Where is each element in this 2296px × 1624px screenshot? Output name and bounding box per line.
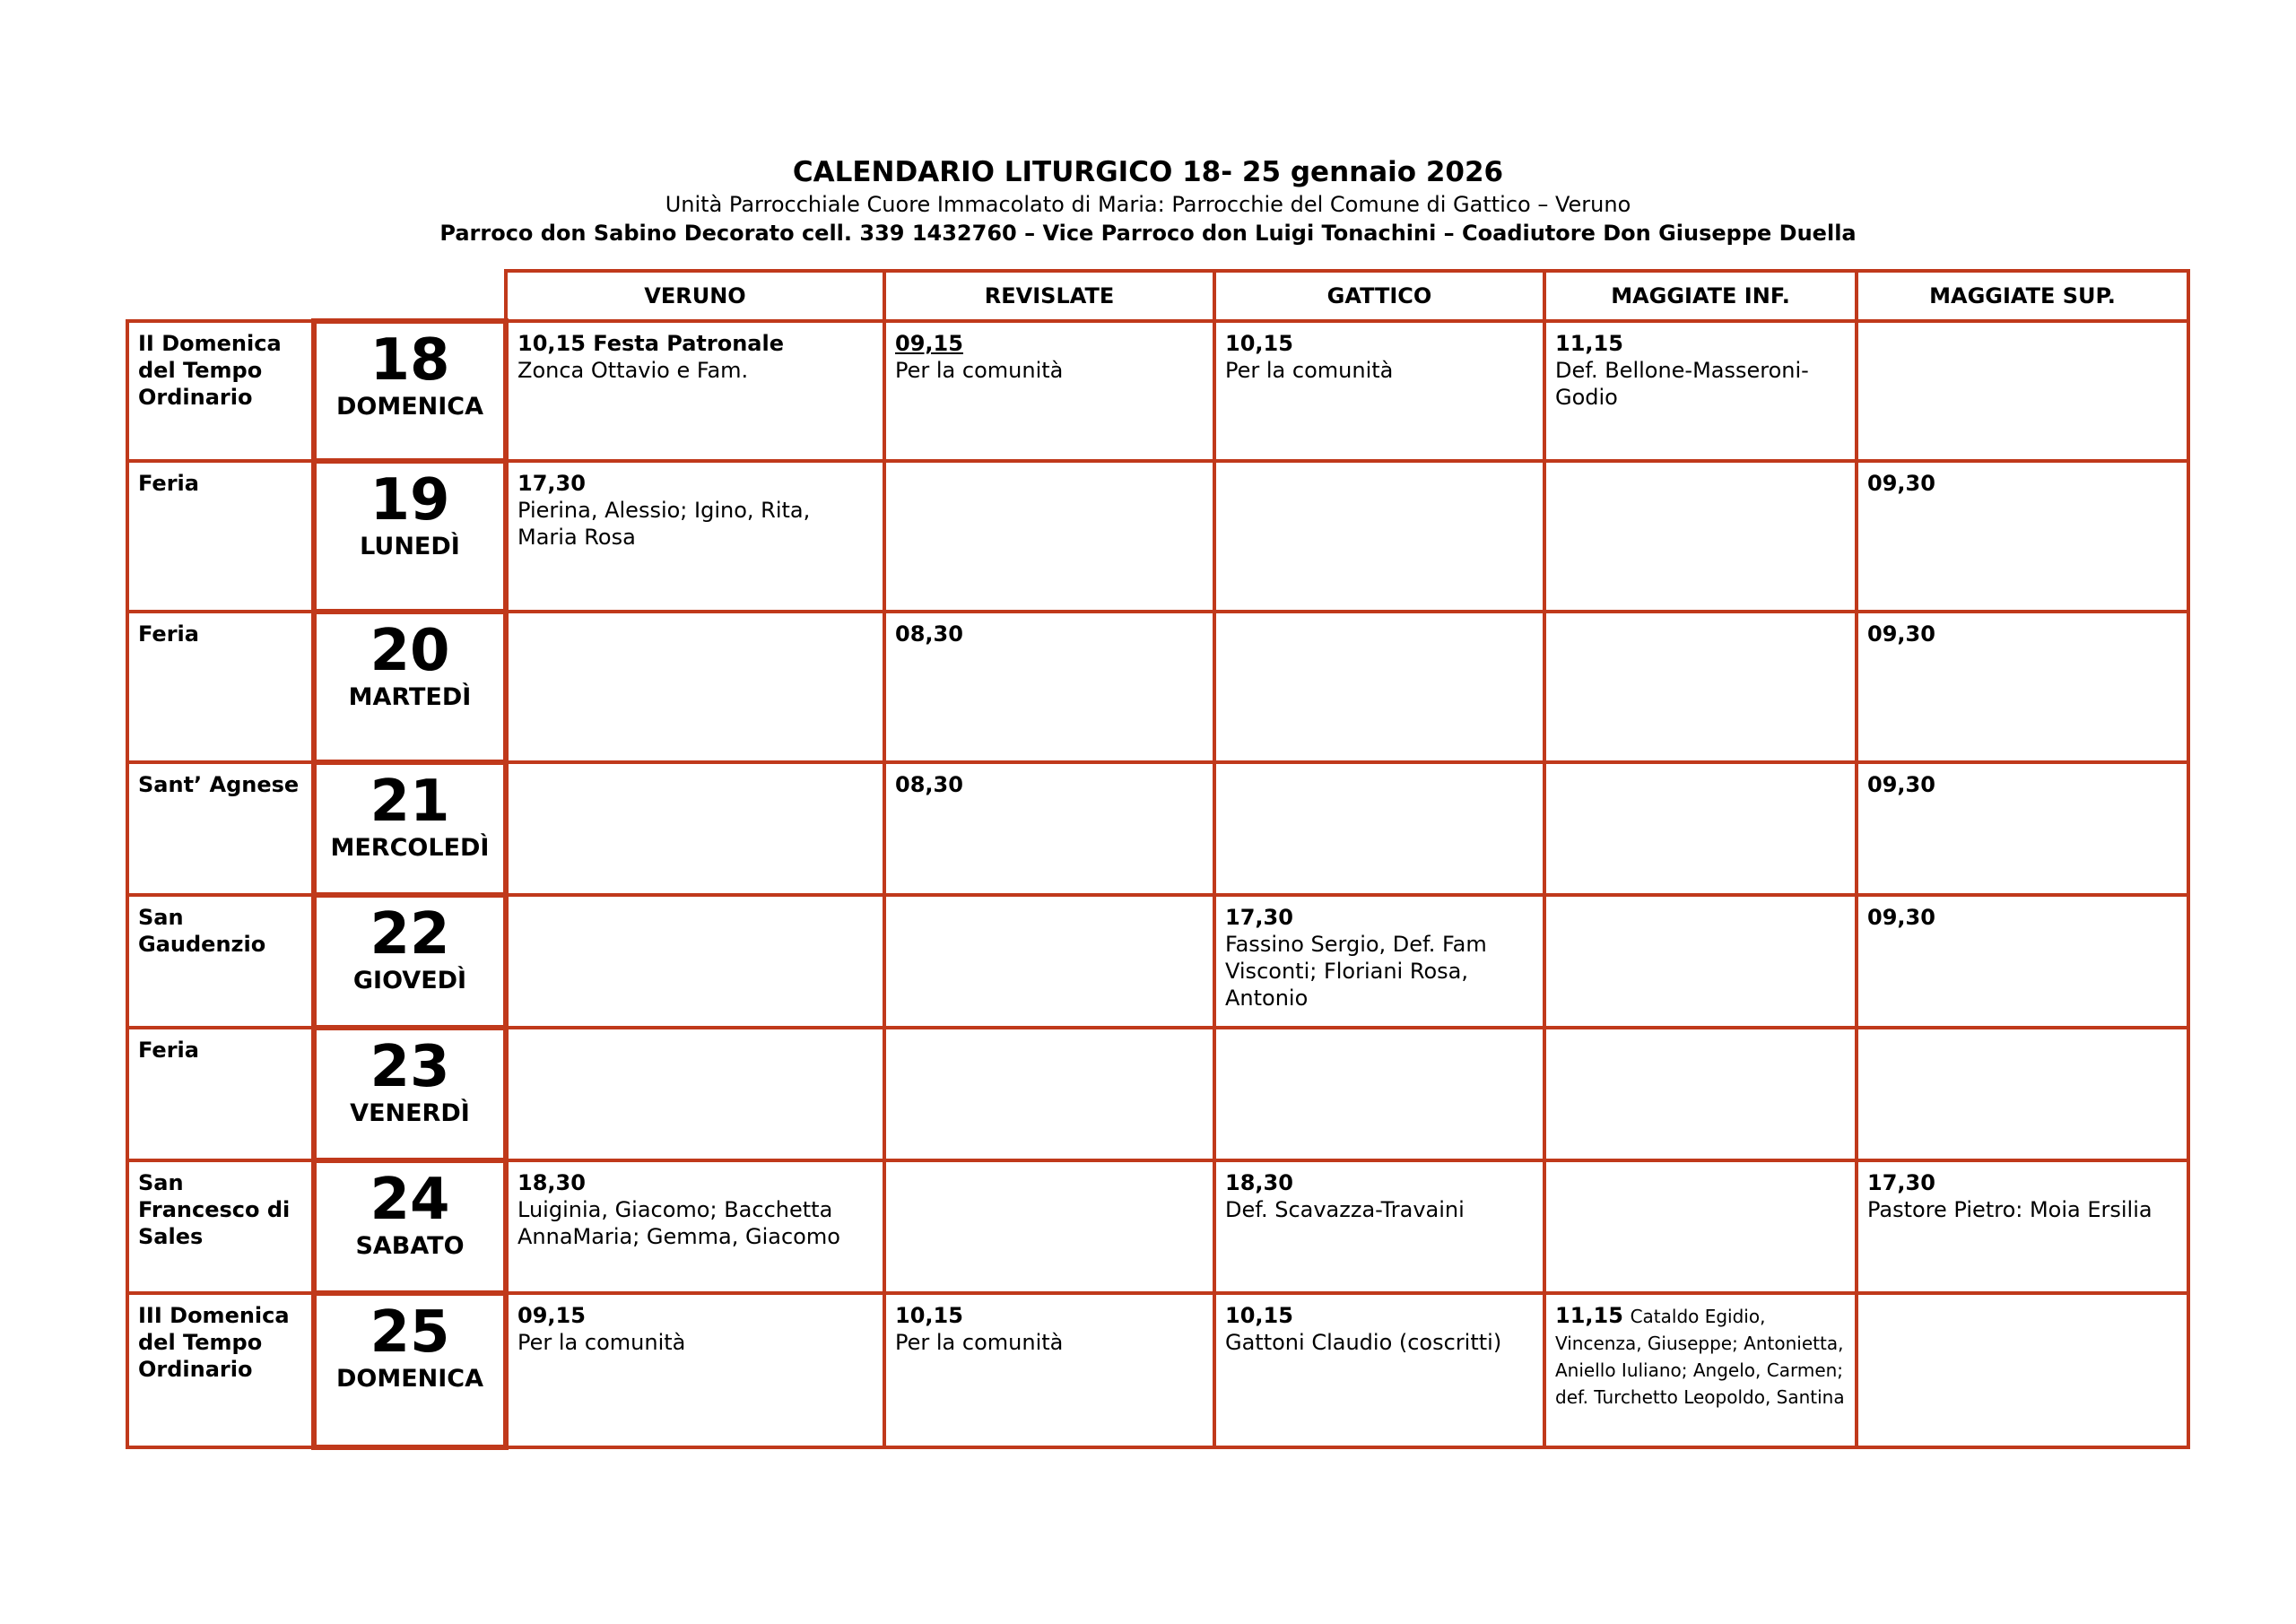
mass-intention: Per la comunità [1225, 358, 1394, 383]
mass-cell [1544, 461, 1857, 612]
feast-label: II Domenica del Tempo Ordinario [127, 321, 314, 461]
mass-time: 17,30 [517, 471, 586, 496]
mass-cell [1214, 1028, 1544, 1160]
document-header [0, 154, 2296, 248]
mass-time: 18,30 [1225, 1170, 1293, 1195]
mass-cell [884, 321, 1214, 461]
mass-time: 09,15 [895, 331, 963, 356]
table-row [127, 1293, 2188, 1447]
mass-cell [1544, 1028, 1857, 1160]
mass-cell [1214, 762, 1544, 895]
column-header-row [127, 271, 2188, 321]
parish-unit-subtitle: Unità Parrocchiale Cuore Immacolato di Maria: Parrocchie del Comune di Gattico – Veruno [665, 192, 1631, 217]
mass-time: 11,15 [1555, 331, 1623, 356]
mass-time: 10,15 [1225, 1303, 1293, 1328]
day-cell [314, 1293, 506, 1447]
mass-cell [1857, 612, 2188, 762]
mass-intention: Luiginia, Giacomo; Bacchetta AnnaMaria; Gemma, Giacomo [517, 1197, 840, 1249]
mass-cell [1544, 762, 1857, 895]
mass-cell [506, 1160, 884, 1293]
mass-cell [884, 1160, 1214, 1293]
mass-intention: Zonca Ottavio e Fam. [517, 358, 749, 383]
mass-time: 09,30 [1867, 905, 1935, 930]
mass-cell [884, 895, 1214, 1028]
feast-label: San Francesco di Sales [127, 1160, 314, 1293]
column-header-veruno: VERUNO [506, 271, 884, 321]
mass-intention: Per la comunità [517, 1330, 686, 1355]
table-row [127, 1160, 2188, 1293]
mass-time: 10,15 [1225, 331, 1293, 356]
mass-cell [1857, 762, 2188, 895]
mass-cell [506, 612, 884, 762]
day-cell [314, 321, 506, 461]
mass-cell [1214, 321, 1544, 461]
day-cell [314, 762, 506, 895]
mass-cell [1544, 895, 1857, 1028]
mass-cell [1857, 1160, 2188, 1293]
mass-cell [506, 321, 884, 461]
day-name: LUNEDÌ [360, 533, 460, 560]
feast-label: Feria [127, 612, 314, 762]
mass-time: 09,15 [517, 1303, 586, 1328]
day-cell [314, 461, 506, 612]
feast-label: San Gaudenzio [127, 895, 314, 1028]
day-name: MARTEDÌ [348, 683, 472, 711]
feast-label: III Domenica del Tempo Ordinario [127, 1293, 314, 1447]
mass-cell [506, 895, 884, 1028]
day-cell [314, 895, 506, 1028]
day-number: 19 [370, 467, 450, 534]
mass-cell [1544, 1293, 1857, 1447]
mass-time: 09,30 [1867, 772, 1935, 797]
mass-cell [506, 1028, 884, 1160]
feast-label: Feria [127, 1028, 314, 1160]
column-header-maggiate-inf: MAGGIATE INF. [1544, 271, 1857, 321]
day-cell [314, 1160, 506, 1293]
column-header-gattico: GATTICO [1214, 271, 1544, 321]
mass-time: 09,30 [1867, 621, 1935, 647]
column-header-maggiate-sup: MAGGIATE SUP. [1857, 271, 2188, 321]
mass-time: 17,30 [1225, 905, 1293, 930]
mass-cell [1857, 461, 2188, 612]
mass-intention: Pierina, Alessio; Igino, Rita, Maria Rosa [517, 498, 811, 550]
mass-intention: Def. Bellone-Masseroni-Godio [1555, 358, 1809, 410]
mass-time: 09,30 [1867, 471, 1935, 496]
mass-time: 11,15 [1555, 1303, 1623, 1328]
table-row [127, 321, 2188, 461]
day-name: DOMENICA [335, 1365, 484, 1393]
mass-time: 17,30 [1867, 1170, 1935, 1195]
mass-time: 10,15 Festa Patronale [517, 331, 784, 356]
mass-cell [506, 461, 884, 612]
mass-intention: Gattoni Claudio (coscritti) [1225, 1330, 1502, 1355]
table-row [127, 762, 2188, 895]
mass-cell [1857, 1293, 2188, 1447]
day-cell [314, 1028, 506, 1160]
table-row [127, 461, 2188, 612]
mass-cell [1857, 895, 2188, 1028]
mass-cell [1214, 1293, 1544, 1447]
feast-label: Feria [127, 461, 314, 612]
mass-time: 18,30 [517, 1170, 586, 1195]
page-title: CALENDARIO LITURGICO 18- 25 gennaio 2026 [792, 156, 1504, 188]
header-spacer [127, 271, 314, 321]
day-number: 24 [370, 1167, 450, 1233]
mass-cell [1544, 321, 1857, 461]
clergy-contacts: Parroco don Sabino Decorato cell. 339 1432760 – Vice Parroco don Luigi Tonachini – Coadiutore Don Giuseppe Duella [439, 221, 1857, 246]
table-row [127, 895, 2188, 1028]
mass-cell [506, 762, 884, 895]
mass-cell [1214, 1160, 1544, 1293]
mass-cell [1214, 461, 1544, 612]
mass-intention: Pastore Pietro: Moia Ersilia [1867, 1197, 2152, 1222]
mass-cell [884, 612, 1214, 762]
day-name: GIOVEDÌ [352, 967, 467, 994]
day-name: DOMENICA [335, 393, 484, 421]
liturgical-calendar-table [126, 269, 2190, 1450]
table-row [127, 612, 2188, 762]
mass-intention: Per la comunità [895, 358, 1064, 383]
mass-time: 08,30 [895, 772, 963, 797]
mass-intention: Def. Scavazza-Travaini [1225, 1197, 1465, 1222]
header-spacer [314, 271, 506, 321]
day-number: 25 [370, 1299, 450, 1366]
column-header-revislate: REVISLATE [884, 271, 1214, 321]
mass-cell [1857, 321, 2188, 461]
mass-cell [884, 1293, 1214, 1447]
mass-intention: Fassino Sergio, Def. Fam Visconti; Floriani Rosa, Antonio [1225, 932, 1487, 1011]
feast-label: Sant’ Agnese [127, 762, 314, 895]
day-name: VENERDÌ [350, 1099, 470, 1127]
day-number: 20 [370, 618, 450, 684]
day-number: 21 [370, 769, 450, 835]
mass-time: 10,15 [895, 1303, 963, 1328]
mass-cell [506, 1293, 884, 1447]
day-number: 18 [370, 327, 450, 394]
day-number: 23 [370, 1034, 450, 1100]
mass-cell [884, 762, 1214, 895]
mass-cell [1857, 1028, 2188, 1160]
mass-cell [1214, 612, 1544, 762]
mass-cell [884, 1028, 1214, 1160]
mass-time: 08,30 [895, 621, 963, 647]
mass-intention: Cataldo Egidio, Vincenza, Giuseppe; Antonietta, Aniello Iuliano; Angelo, Carmen; def. Turchetto Leopoldo, Santina [1555, 1306, 1845, 1408]
day-name: MERCOLEDÌ [330, 834, 490, 862]
day-name: SABATO [355, 1232, 465, 1260]
mass-cell [1544, 612, 1857, 762]
day-cell [314, 612, 506, 762]
mass-cell [1544, 1160, 1857, 1293]
mass-cell [1214, 895, 1544, 1028]
day-number: 22 [370, 901, 450, 968]
mass-cell [884, 461, 1214, 612]
table-row [127, 1028, 2188, 1160]
mass-intention: Per la comunità [895, 1330, 1064, 1355]
